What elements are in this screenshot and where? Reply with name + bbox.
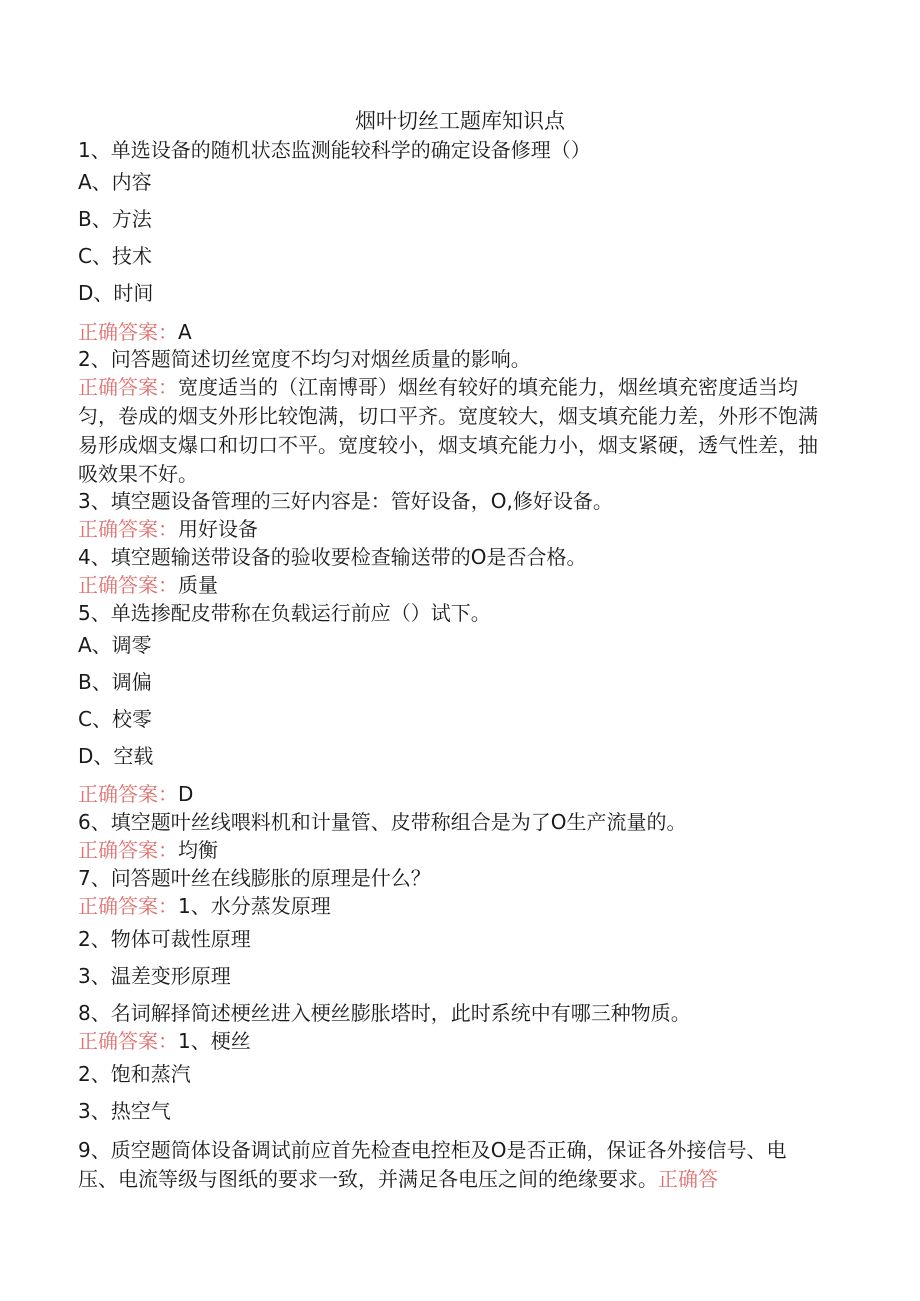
- q8-stem: 8、名词解择简述梗丝进入梗丝膨胀塔时，此时系统中有哪三种物质。: [78, 1001, 691, 1025]
- answer-label: 正确答案：: [78, 838, 178, 862]
- answer-label: 正确答案：: [78, 375, 178, 399]
- q2-answer: [78, 373, 818, 489]
- q7-stem: 7、问答题叶丝在线膨胀的原理是什么？: [78, 866, 431, 890]
- q5-option-c: C、校零: [78, 707, 152, 731]
- q1-option-c: C、技术: [78, 244, 152, 268]
- q1-option-a: A、内容: [78, 170, 152, 194]
- q3-stem: 3、填空题设备管理的三好内容是：管好设备，O,修好设备。: [78, 489, 613, 513]
- answer-label: 正确答案：: [78, 1029, 178, 1053]
- q1-option-b: B、方法: [78, 207, 152, 231]
- q7-answer-line-1: 1、水分蒸发原理: [178, 894, 331, 918]
- q5-answer: [78, 780, 193, 808]
- q9-stem: [78, 1136, 818, 1194]
- answer-label: 正确答案：: [78, 782, 178, 806]
- q3-answer-value: 用好设备: [178, 517, 258, 541]
- q4-stem: 4、填空题输送带设备的验收要检查输送带的O是否合格。: [78, 545, 587, 569]
- q5-answer-value: D: [178, 782, 194, 806]
- q8-answer-line-1: 1、梗丝: [178, 1029, 251, 1053]
- q9-stem-text: 9、质空题筒体设备调试前应首先检查电控柜及O是否正确，保证各外接信号、电压、电流等级与图纸的要求一致，并满足各电压之间的绝缘要求。: [78, 1138, 787, 1191]
- q9-trailing-answer-label: 正确答: [658, 1167, 718, 1191]
- q6-stem: 6、填空题叶丝线喂料机和计量管、皮带称组合是为了O生产流量的。: [78, 810, 687, 834]
- answer-label: 正确答案：: [78, 517, 178, 541]
- document-title: 烟叶切丝工题库知识点: [355, 109, 565, 133]
- q3-answer: [78, 515, 258, 543]
- q8-answer-line-3: 3、热空气: [78, 1099, 171, 1123]
- q7-answer-line-3: 3、温差变形原理: [78, 964, 231, 988]
- q2-stem: 2、问答题简述切丝宽度不均匀对烟丝质量的影响。: [78, 347, 531, 371]
- answer-label: 正确答案：: [78, 894, 178, 918]
- q7-answer-line-2: 2、物体可裁性原理: [78, 927, 251, 951]
- q1-answer-value: A: [178, 320, 192, 344]
- q1-answer: [78, 318, 192, 346]
- q4-answer: [78, 571, 218, 599]
- q5-option-a: A、调零: [78, 633, 152, 657]
- q6-answer: [78, 836, 218, 864]
- answer-label: 正确答案：: [78, 320, 178, 344]
- q1-option-d: D、时间: [78, 281, 154, 305]
- q8-answer-line-2: 2、饱和蒸汽: [78, 1062, 191, 1086]
- q2-answer-value: 宽度适当的（江南博哥）烟丝有较好的填充能力，烟丝填充密度适当均匀，卷成的烟支外形比较饱满，切口平齐。宽度较大，烟支填充能力差，外形不饱满易形成烟支爆口和切口不平。宽度较小，烟支填充能力小，烟支紧硬，透气性差，抽吸效果不好。: [78, 375, 818, 486]
- q6-answer-value: 均衡: [178, 838, 218, 862]
- q5-option-b: B、调偏: [78, 670, 152, 694]
- q5-stem: 5、单选掺配皮带称在负载运行前应（）试下。: [78, 601, 491, 625]
- answer-label: 正确答案：: [78, 573, 178, 597]
- q5-option-d: D、空载: [78, 744, 154, 768]
- q7-answer: [78, 892, 331, 920]
- q4-answer-value: 质量: [178, 573, 218, 597]
- q8-answer: [78, 1027, 251, 1055]
- q1-stem: 1、单选设备的随机状态监测能较科学的确定设备修理（）: [78, 138, 591, 162]
